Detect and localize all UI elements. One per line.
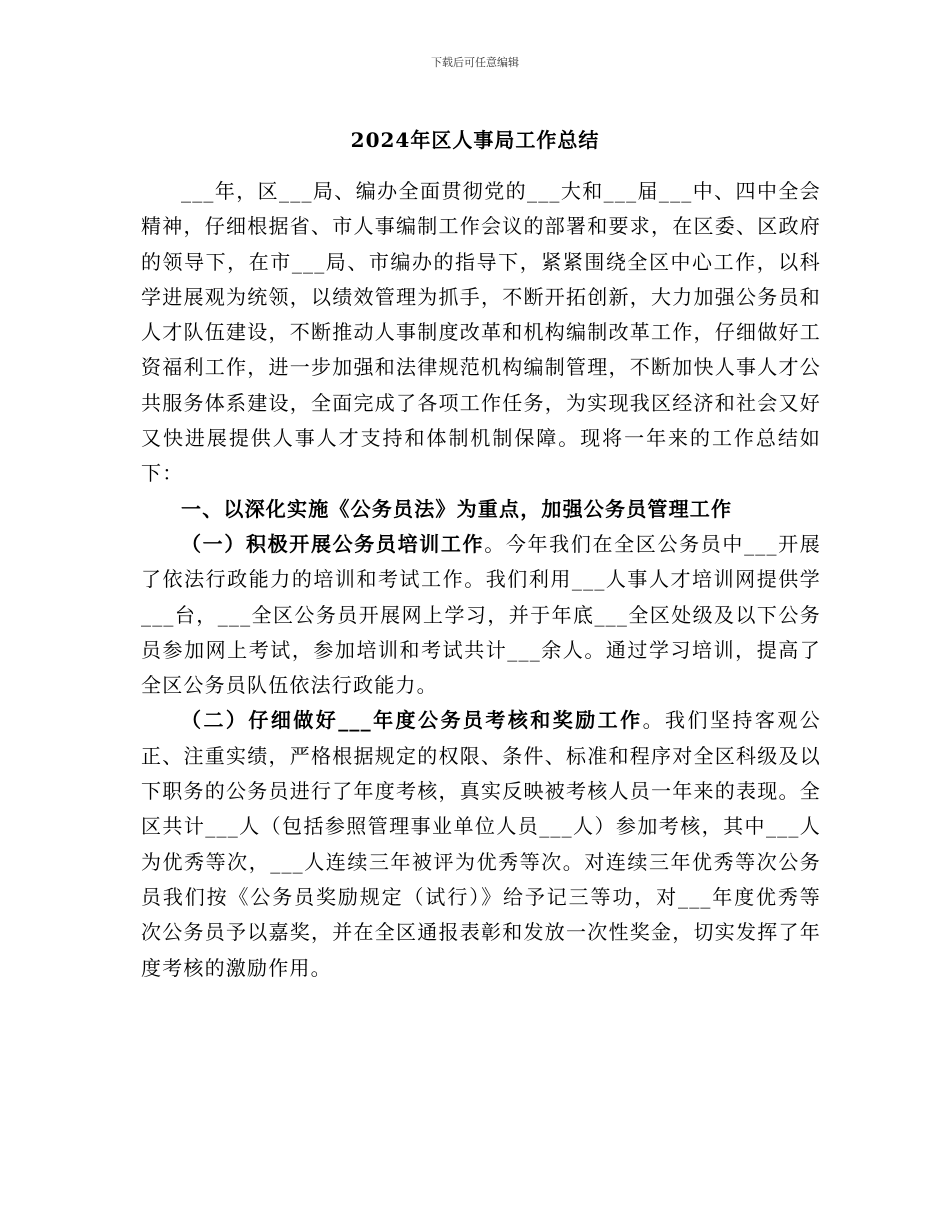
section-heading-1 <box>141 492 821 527</box>
intro-paragraph <box>141 174 821 492</box>
subsection-paragraph-2 <box>141 703 821 985</box>
subsection-text-2: 。我们坚持客观公正、注重实绩，严格根据规定的权限、条件、标准和程序对全区科级及以下职务的公务员进行了年度考核，真实反映被考核人员一年来的表现。全区共计___人（包括参照管理事业单位人员___人）参加考核，其中___人为优秀等次，___人连续三年被评为优秀等次。对连续三年优秀等次公务员我们按《公务员奖励规定（试行）》给予记三等功，对___年度优秀等次公务员予以嘉奖，并在全区通报表彰和发放一次性奖金，切实发挥了年度考核的激励作用。 <box>141 708 821 980</box>
intro-paragraph-text: ___年，区___局、编办全面贯彻党的___大和___届___中、四中全会精神，仔细根据省、市人事编制工作会议的部署和要求，在区委、区政府的领导下，在市___局、市编办的指导下，紧紧围绕全区中心工作，以科学进展观为统领，以绩效管理为抓手，不断开拓创新，大力加强公务员和人才队伍建设，不断推动人事制度改革和机构编制改革工作，仔细做好工资福利工作，进一步加强和法律规范机构编制管理，不断加快人事人才公共服务体系建设，全面完成了各项工作任务，为实现我区经济和社会又好又快进展提供人事人才支持和体制机制保障。现将一年来的工作总结如下： <box>141 179 821 486</box>
document-body <box>141 174 821 986</box>
document-title: 2024年区人事局工作总结 <box>350 128 600 152</box>
subsection-lead-1: （一）积极开展公务员培训工作 <box>181 531 485 556</box>
subsection-text-1: 。今年我们在全区公务员中___开展了依法行政能力的培训和考试工作。我们利用___人事人才培训网提供学___台，___全区公务员开展网上学习，并于年底___全区处级及以下公务员参加网上考试，参加培训和考试共计___余人。通过学习培训，提高了全区公务员队伍依法行政能力。 <box>141 531 821 698</box>
subsection-paragraph-1 <box>141 527 821 703</box>
subsection-lead-2: （二）仔细做好___年度公务员考核和奖励工作 <box>181 708 643 733</box>
section-heading-text: 一、以深化实施《公务员法》为重点，加强公务员管理工作 <box>181 496 733 521</box>
download-note: 下载后可任意编辑 <box>431 56 519 69</box>
